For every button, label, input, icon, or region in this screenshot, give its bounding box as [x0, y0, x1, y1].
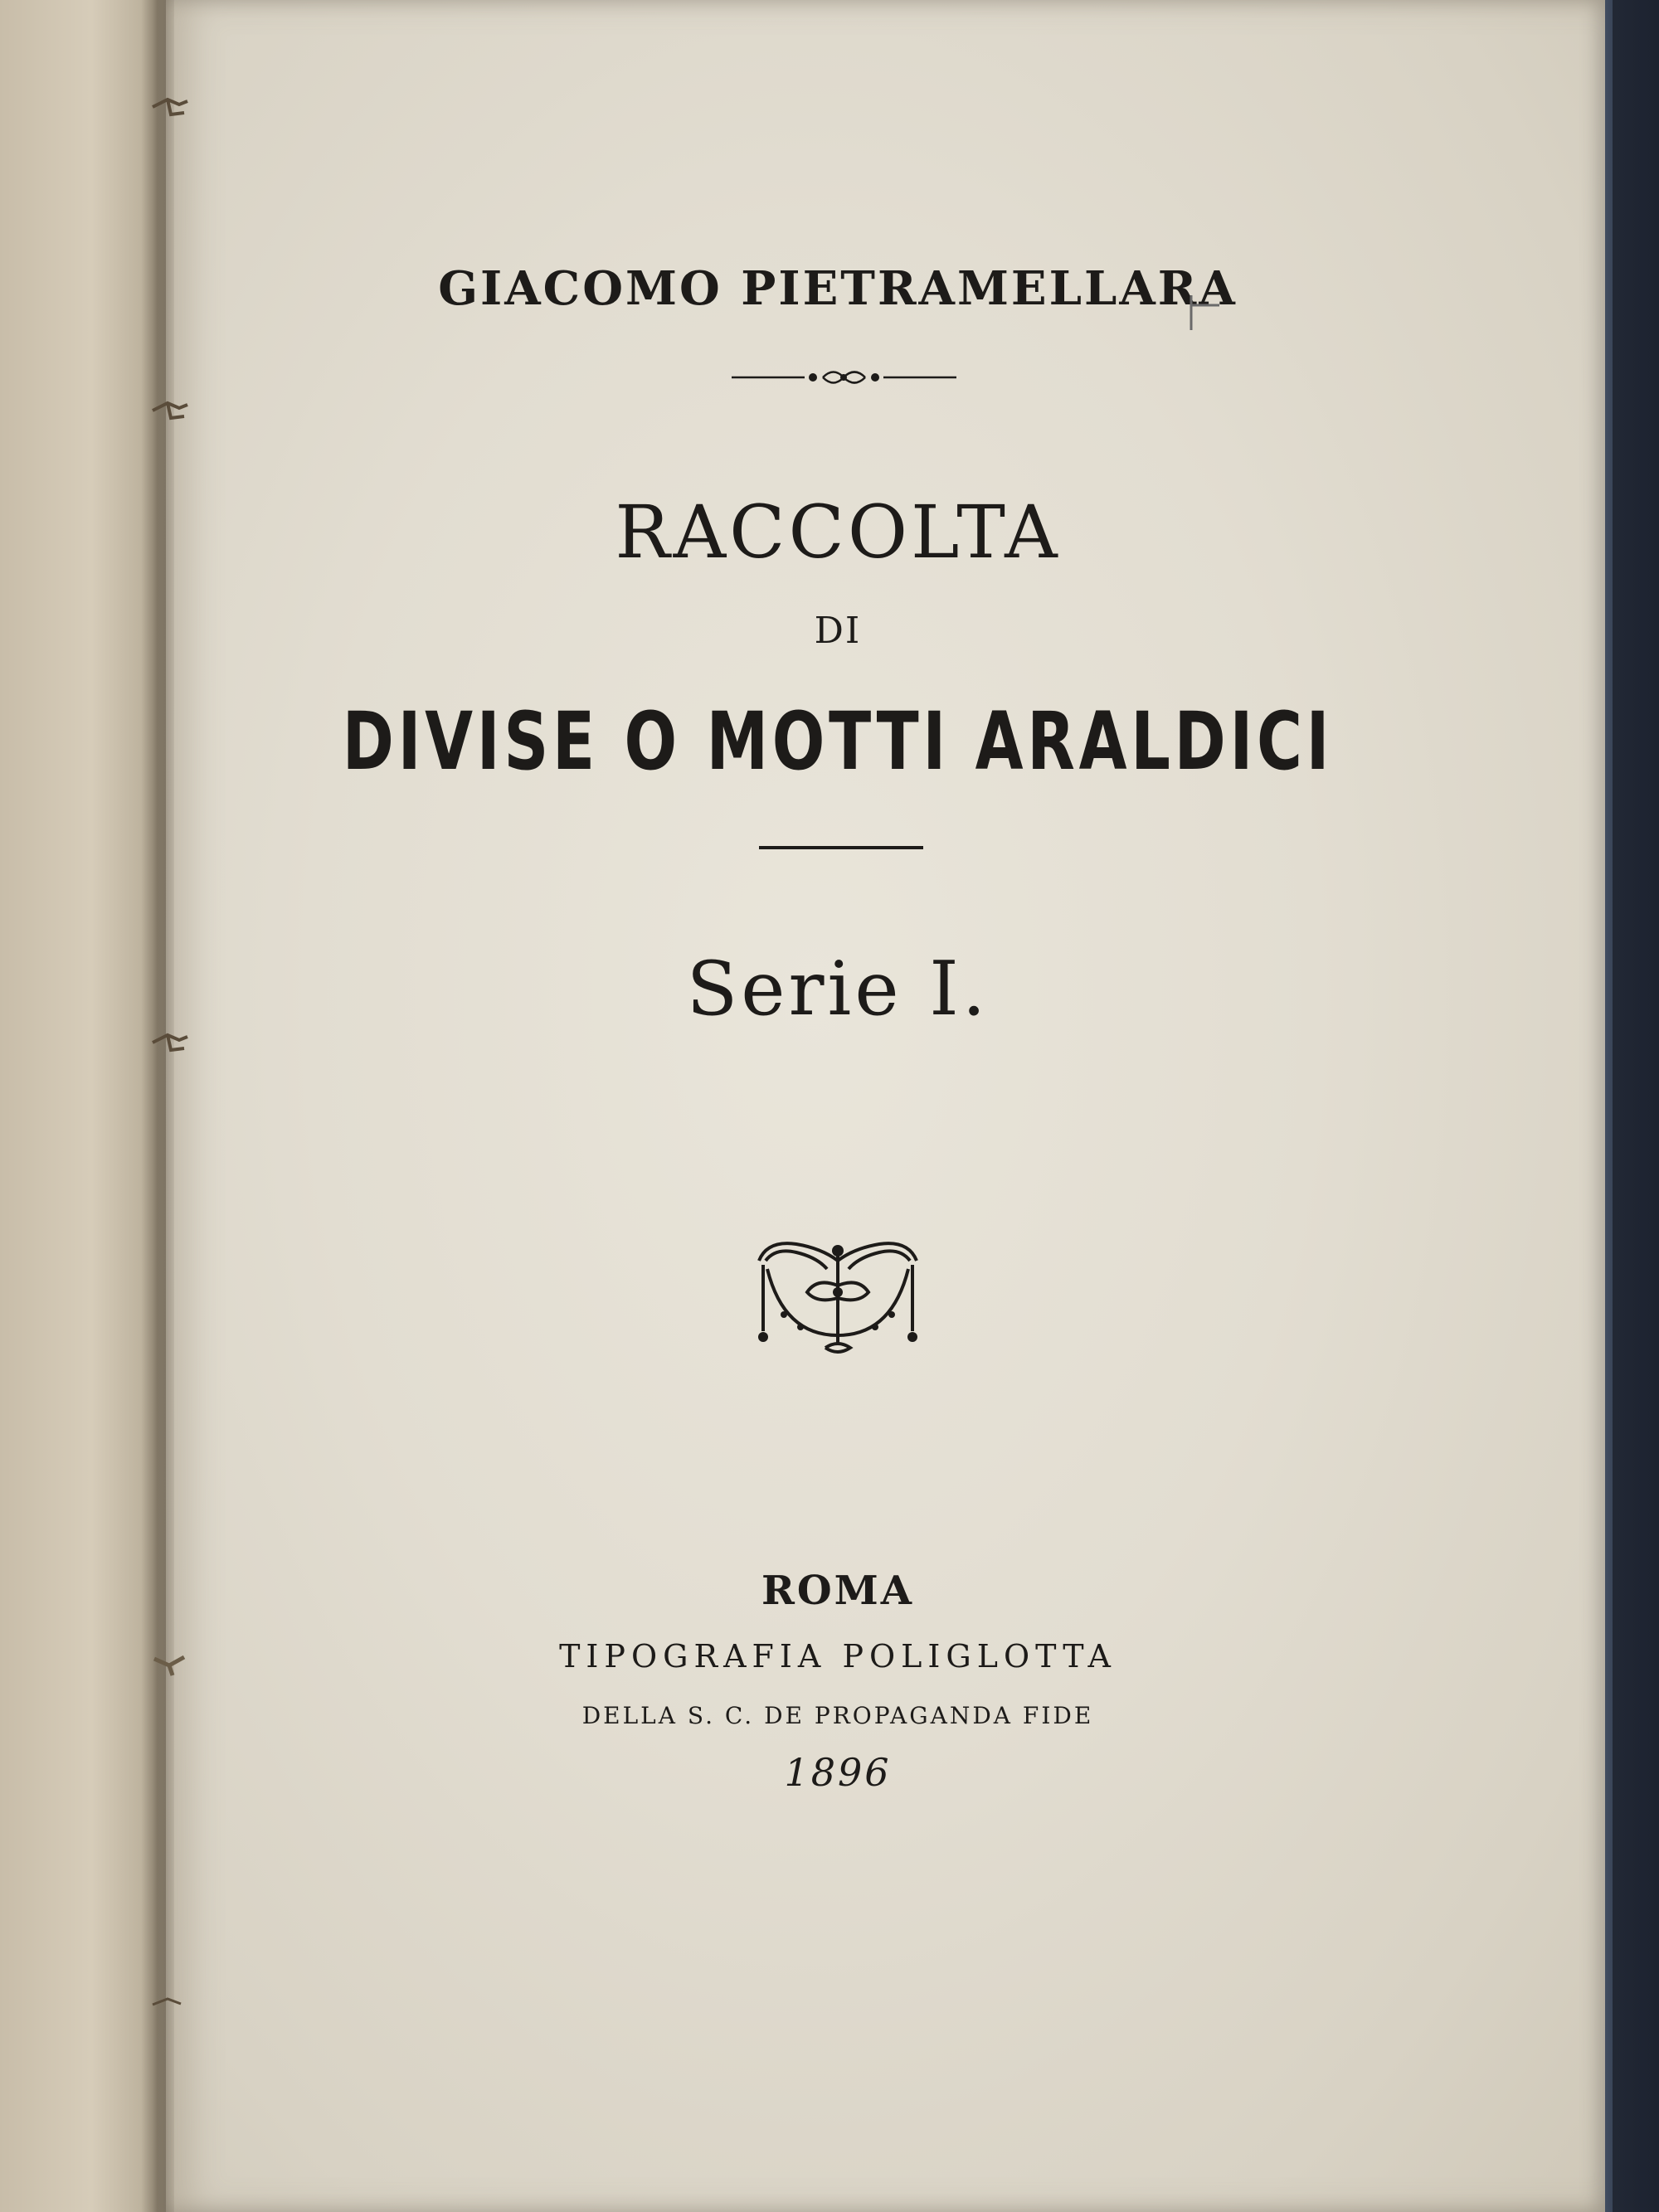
imprint-printer-sub: DELLA S. C. DE PROPAGANDA FIDE	[581, 1702, 1094, 1729]
stitch-5	[151, 1991, 189, 2019]
stitch-3	[151, 1028, 189, 1057]
stitch-2	[151, 396, 189, 425]
title-line-2: DI	[814, 610, 862, 652]
short-rule	[759, 846, 923, 849]
imprint-printer: TIPOGRAFIA POLIGLOTTA	[559, 1638, 1117, 1675]
flourish-divider	[730, 365, 958, 390]
imprint-city: ROMA	[761, 1568, 915, 1614]
stitch-1	[151, 93, 189, 121]
series-label: Serie I.	[686, 946, 990, 1033]
title-page	[166, 0, 1605, 2212]
pencil-mark	[1186, 292, 1223, 333]
title-line-1: RACCOLTA	[615, 489, 1061, 575]
spine-shadow	[141, 0, 174, 2212]
garland-vignette	[751, 1236, 925, 1360]
imprint-year: 1896	[784, 1750, 892, 1795]
title-line-3: DIVISE O MOTTI ARALDICI	[342, 695, 1334, 788]
author-name: GIACOMO PIETRAMELLARA	[438, 261, 1238, 316]
